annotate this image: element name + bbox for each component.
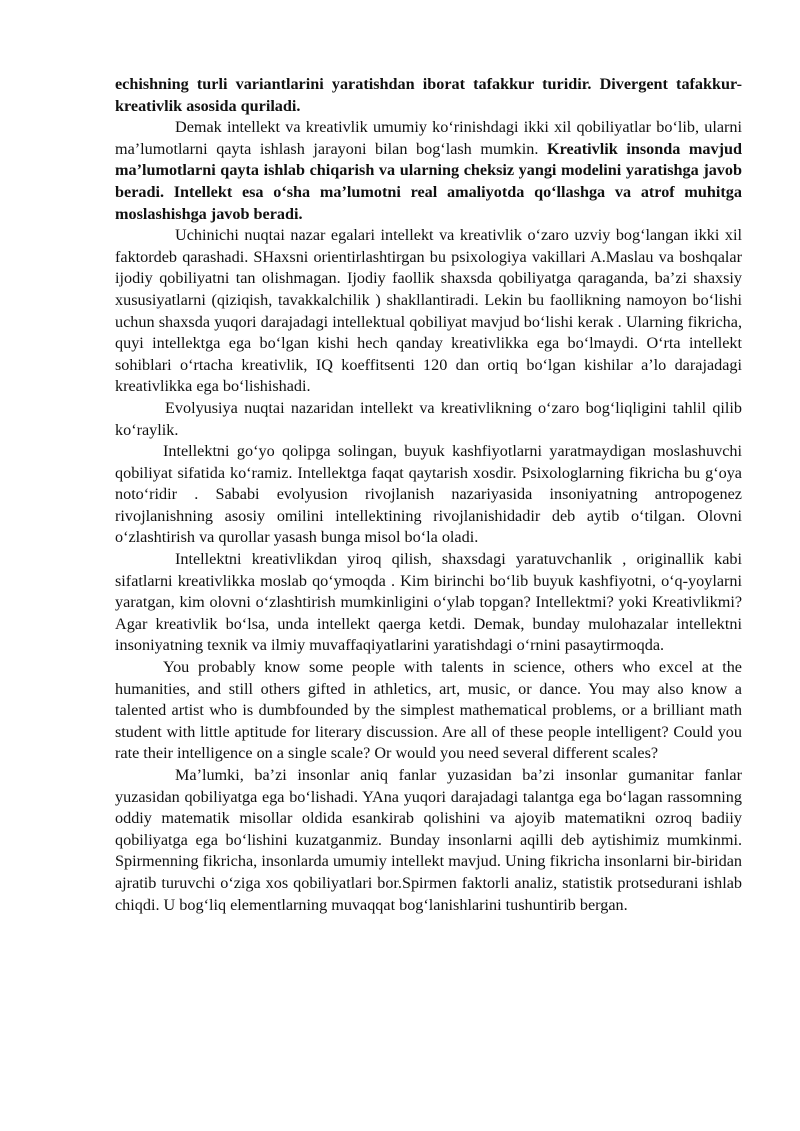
bold-text: echishning turli variantlarini yaratishdan iborat tafakkur turidir. Divergent tafakkur- kreativlik asosida quriladi.	[115, 75, 742, 115]
paragraph-evolution: Evolyusiya nuqtai nazaridan intellekt va kreativlikning o‘zaro bog‘liqligini tahlil qilib ko‘raylik.	[115, 398, 742, 439]
paragraph-text: Demak intellekt va kreativlik umumiy ko‘rinishdagi ikki xil qobiliyatlar bo‘lib, ularni ma’lumotlarni qayta ishlash jarayoni bilan bog‘lash mumkin.	[115, 118, 742, 158]
bold-text: Kreativlik insonda mavjud ma’lumotlarni qayta ishlab chiqarish va ularning cheksiz yangi modelini yaratishga javob beradi. Intellekt esa o‘sha ma’lumotni real amaliyotda qo‘llashga va atrof muhitga moslashishga javob beradi.	[115, 139, 742, 223]
paragraph-spearman: Ma’lumki, ba’zi insonlar aniq fanlar yuzasidan ba’zi insonlar gumanitar fanlar yuzasidan qobiliyatga ega bo‘lishadi. YAna yuqori darajadagi talantga ega bo‘lagan rassomning oddiy matematik misollar oldida esankirab qolishini va ajoyib matematikni ozroq badiiy qobiliyatga ega bo‘lishini kuzatganmiz. Bunday insonlarni aqilli deb aytishimiz mumkinmi. Spirmenning fikricha, insonlarda umumiy intellekt mavjud. Uning fikricha insonlarni bir-biridan ajratib turuvchi o‘ziga xos qobiliyatlari bor.Spirmen faktorli analiz, statistik protsedurani ishlab chiqdi. U bog‘liq elementlarning muvaqqat bog‘lanishlarini tushuntirib bergan.	[115, 766, 742, 914]
paragraph-english-excerpt: You probably know some people with talents in science, others who excel at the humanities, and still others gifted in athletics, art, music, or dance. You may also know a talented artist who is dumbfounded by the simplest mathematical problems, or a brilliant math student with little aptitude for literary discussion. Are all of these people intelligent? Could you rate their intelligence on a single scale? Or would you need several different scales?	[115, 658, 742, 763]
paragraph-creativity-separation: Intellektni kreativlikdan yiroq qilish, shaxsdagi yaratuvchanlik , originallik kabi sifatlarni kreativlikka moslab qo‘ymoqda . Kim birinchi bo‘lib buyuk kashfiyotni, o‘q-yoylarni yaratgan, kim olovni o‘zlashtirish mumkinligini o‘ylab topgan? Intellektmi? yoki Kreativlikmi? Agar kreativlik bo‘lsa, unda intellekt qaerga ketdi. Demak, bunday mulohazalar intellektni insoniyatning texnik va ilmiy muvaffaqiyatlarini yaratishdagi o‘rnini pasaytirmoqda.	[115, 550, 742, 655]
paragraph-divergent-thinking	[115, 74, 742, 117]
paragraph-intellect-creativity	[115, 117, 742, 225]
paragraph-adaptive-ability: Intellektni go‘yo qolipga solingan, buyuk kashfiyotlarni yaratmaydigan moslashuvchi qobiliyat sifatida ko‘ramiz. Intellektga faqat qaytarish xosdir. Psixologlarning fikricha bu g‘oya noto‘ridir . Sababi evolyusion rivojlanish nazariyasida insoniyatning antropogenez rivojlanishning asosiy omilini intellektining rivojlanishidadir deb aytib o‘tilgan. Olovni o‘zlashtirish va qurollar yasash bunga misol bo‘la oladi.	[115, 442, 742, 547]
paragraph-third-viewpoint: Uchinichi nuqtai nazar egalari intellekt va kreativlik o‘zaro uzviy bog‘langan ikki xil faktordeb qarashadi. SHaxsni orientirlashtirgan bu psixologiya vakillari A.Maslau va boshqalar ijodiy qobiliyatni tan olishmagan. Ijodiy faollik shaxsda qobiliyatga qaraganda, ba’zi shaxsiy xususiyatlarni (qiziqish, tavakkalchilik ) shakllantiradi. Lekin bu faollikning namoyon bo‘lishi uchun shaxsda yuqori darajadagi intellektual qobiliyat mavjud bo‘lishi kerak . Ularning fikricha, quyi intellektga ega bo‘lgan kishi hech qanday kreativlikka ega bo‘lmaydi. O‘rta intellekt sohiblari o‘rtacha kreativlik, IQ koeffitsenti 120 dan ortiq bo‘lgan kishilar a’lo darajadagi kreativlikka ega bo‘lishishadi.	[115, 226, 742, 396]
